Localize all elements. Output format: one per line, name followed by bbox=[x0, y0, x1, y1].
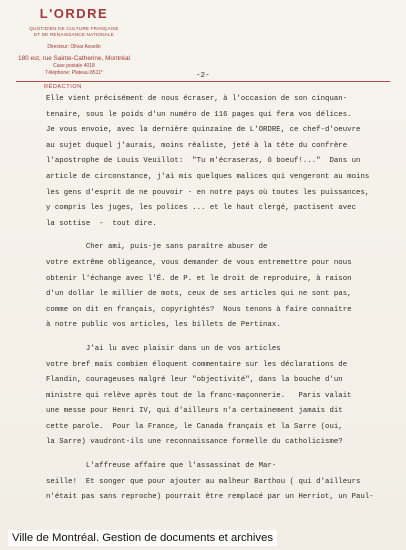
letterhead-director: Directeur: Olivar Asselin bbox=[47, 44, 101, 50]
letterhead-address: 180 est, rue Sainte-Catherine, Montréal bbox=[18, 55, 130, 62]
body-line: J'ai lu avec plaisir dans un de vos articles bbox=[46, 344, 281, 353]
letterhead-title: L'ORDRE bbox=[39, 6, 109, 21]
archive-credit-bar bbox=[0, 528, 406, 550]
body-line: Je vous envoie, avec la dernière quinzaine de L'ORDRE, ce chef-d'oeuvre bbox=[46, 126, 361, 135]
body-line: au sujet duquel j'aurais, moins réaliste, jeté à la tête du confrère bbox=[46, 141, 348, 150]
body-line: votre bref mais combien éloquent commentaire sur les déclarations de bbox=[46, 360, 348, 369]
body-line: cette parole. Pour la France, le Canada français et la Sarre (oui, bbox=[46, 422, 343, 431]
archive-credit: Ville de Montréal. Gestion de documents et archives bbox=[8, 530, 277, 546]
body-line: n'était pas sans reproche) pourrait être remplacé par un Herriot, un Paul- bbox=[46, 493, 374, 502]
body-line: tenaire, sous le poids d'un numéro de 116 pages qui fera vos délices. bbox=[46, 110, 352, 119]
body-line: article de circonstance, j'ai mis quelques malices qui vengeront au moins bbox=[46, 172, 370, 181]
body-line: à notre public vos articles, les billets de Pertinax. bbox=[46, 321, 281, 330]
letterhead-subtitle-1: QUOTIDIEN DE CULTURE FRANÇAISE bbox=[29, 26, 119, 31]
paragraph-gap bbox=[46, 232, 401, 240]
letterhead-telephone: Téléphone: Plateau 8511* bbox=[45, 70, 103, 76]
body-line: la Sarre) vaudront-ils une reconnaissance formelle du catholicisme? bbox=[46, 438, 343, 447]
paragraph-gap bbox=[46, 451, 401, 459]
letterhead-subtitle-2: ET DE RENAISSANCE NATIONALE bbox=[33, 32, 115, 37]
body-line: comme on dit en français, copyrightés? Nous tenons à faire connaître bbox=[46, 305, 352, 314]
page-number: -2- bbox=[196, 72, 210, 80]
body-line: votre extrême obligeance, vous demander de vous entremettre pour nous bbox=[46, 258, 352, 267]
letterhead-divider bbox=[16, 81, 390, 82]
body-line: les gens d'esprit de ne pouvoir - en notre pays où toutes les puissances, bbox=[46, 188, 370, 197]
body-line: obtenir l'échange avec l'É. de P. et le droit de reproduire, à raison bbox=[46, 274, 352, 283]
body-line: seille! Et songer que pour ajouter au malheur Barthou ( qui d'ailleurs bbox=[46, 477, 361, 486]
body-line: une messe pour Henri IV, qui d'ailleurs n'a certainement jamais dit bbox=[46, 407, 343, 416]
body-line: L'affreuse affaire que l'assassinat de Mar- bbox=[46, 462, 277, 471]
letter-body bbox=[46, 92, 401, 506]
paragraph-gap bbox=[46, 334, 401, 342]
section-label: RÉDACTION bbox=[44, 84, 82, 90]
letterhead-case-postale: Case postale 4018 bbox=[53, 63, 95, 69]
body-line: Cher ami, puis-je sans paraître abuser de bbox=[46, 243, 268, 252]
body-line: ministre qui relève après tout de la franc-maçonnerie. Paris valait bbox=[46, 391, 352, 400]
body-line: l'apostrophe de Louis Veuillot: "Tu m'écraseras, ô boeuf!..." Dans un bbox=[46, 157, 361, 166]
body-line: Flandin, courageuses malgré leur "objectivité", dans la bouche d'un bbox=[46, 376, 343, 385]
body-line: d'un dollar le millier de mots, ceux de ses articles qui ne sont pas, bbox=[46, 290, 352, 299]
body-line: Elle vient précisément de nous écraser, à l'occasion de son cinquan- bbox=[46, 95, 348, 103]
body-line: y compris les juges, les polices ... et le haut clergé, pactisent avec bbox=[46, 204, 357, 213]
body-line: la sottise - tout dire. bbox=[46, 219, 157, 228]
